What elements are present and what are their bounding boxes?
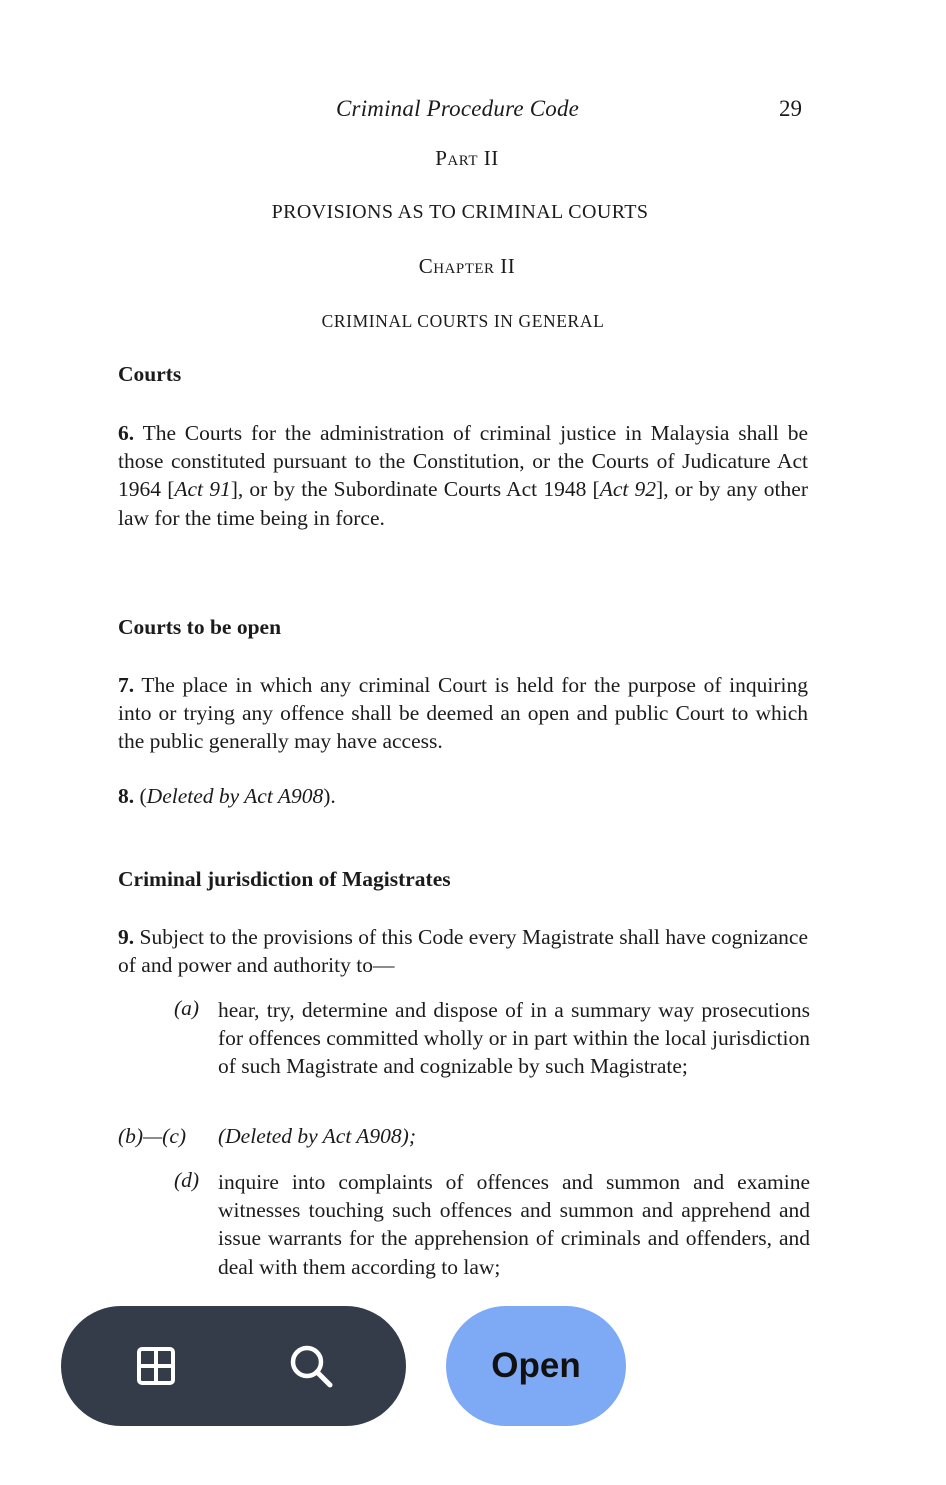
open-button[interactable]: Open	[446, 1306, 626, 1426]
grid-view-button[interactable]	[96, 1306, 216, 1426]
section-number: 8.	[118, 784, 135, 808]
chapter-label: Chapter II	[418, 254, 516, 278]
grid-icon	[136, 1346, 176, 1386]
floating-toolbar	[61, 1306, 406, 1426]
section-text: The Courts for the administration of criminal justice in Malaysia shall be those constituted pursuant to the Constitution, or the Courts of Judicature Act 1964 [	[118, 421, 808, 502]
section-heading-courts: Courts	[118, 362, 182, 386]
section-8-paragraph	[118, 784, 336, 809]
section-heading-courts-open: Courts to be open	[118, 615, 282, 639]
paren: ).	[323, 784, 336, 808]
section-number: 9.	[118, 925, 135, 949]
section-number: 6.	[118, 421, 135, 445]
section-6-paragraph	[118, 419, 808, 532]
item-d-text: inquire into complaints of offences and summon and examine witnesses touching such offences and summon and apprehend and issue warrants for the apprehension of criminals and offenders, and deal with them according to law;	[218, 1170, 810, 1279]
paren: (	[139, 784, 147, 808]
section-number: 7.	[118, 673, 135, 697]
item-bc-note: (Deleted by Act A908);	[218, 1124, 417, 1148]
section-text: ], or by the Subordinate Courts Act 1948 [	[230, 477, 600, 502]
section-heading-magistrates: Criminal jurisdiction of Magistrates	[118, 867, 451, 891]
page-number: 29	[779, 96, 802, 121]
section-9-paragraph	[118, 923, 808, 979]
chapter-title: CRIMINAL COURTS IN GENERAL	[321, 311, 605, 331]
section-text: ], or by any other law for the time being in force.	[118, 477, 808, 530]
item-d-label: (d)	[174, 1168, 200, 1192]
item-a-label: (a)	[174, 996, 200, 1020]
section-text: The place in which any criminal Court is held for the purpose of inquiring into or trying any offence shall be deemed an open and public Court to which the public generally may have access.	[118, 673, 808, 754]
search-icon	[288, 1343, 334, 1389]
search-button[interactable]	[251, 1306, 371, 1426]
deleted-note: Deleted by Act A908	[146, 784, 324, 808]
item-a-text: hear, try, determine and dispose of in a summary way prosecutions for offences committed wholly or in part within the local jurisdiction of such Magistrate and cognizable by such Magistrate;	[218, 998, 810, 1079]
section-7-paragraph	[118, 671, 808, 756]
act-reference: Act 92	[599, 477, 657, 502]
item-bc-label: (b)—(c)	[118, 1124, 187, 1148]
section-text: Subject to the provisions of this Code every Magistrate shall have cognizance of and power and authority to—	[118, 925, 808, 978]
act-reference: Act 91	[174, 477, 231, 502]
running-title: Criminal Procedure Code	[336, 96, 580, 121]
part-label: Part II	[435, 146, 499, 170]
part-title: PROVISIONS AS TO CRIMINAL COURTS	[271, 201, 649, 223]
